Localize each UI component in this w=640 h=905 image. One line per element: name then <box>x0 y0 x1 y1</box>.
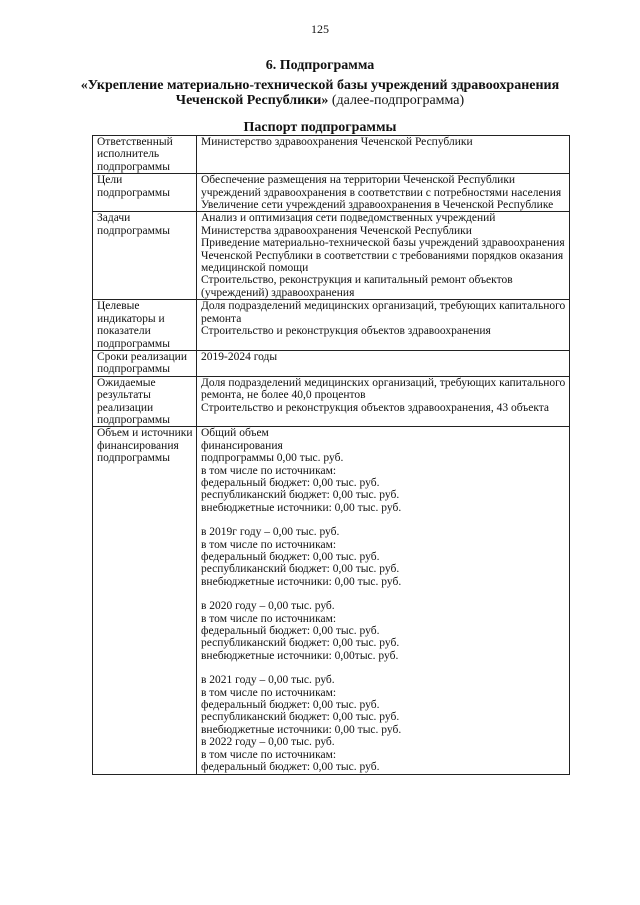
passport-row-value <box>197 136 570 174</box>
value-line: внебюджетные источники: 0,00тыс. руб. <box>201 649 399 662</box>
passport-row <box>93 427 570 774</box>
passport-row-value <box>197 212 570 300</box>
section-title: 6. Подпрограмма <box>265 58 375 73</box>
subprogram-name-line2 <box>0 93 640 108</box>
blank-line <box>201 514 566 526</box>
value-line: Министерство здравоохранения Чеченской Республики <box>201 136 473 148</box>
value-line: финансирования <box>201 439 283 452</box>
value-line: федеральный бюджет: 0,00 тыс. руб. <box>201 551 380 563</box>
value-line: республиканский бюджет: 0,00 тыс. руб. <box>201 563 400 576</box>
passport-title: Паспорт подпрограммы <box>243 120 397 135</box>
blank-line <box>201 588 566 600</box>
passport-row <box>93 350 570 376</box>
value-line: Строительство и реконструкция объектов здравоохранения <box>201 325 491 338</box>
value-line: Доля подразделений медицинских организаций, требующих капитального ремонта, не более 40,0 процентов <box>201 376 566 402</box>
passport-row-value <box>197 300 570 351</box>
value-line: Строительство и реконструкция объектов здравоохранения, 43 объекта <box>201 401 550 414</box>
value-line: Обеспечение размещения на территории Чеченской Республики учреждений здравоохранения в соответствии с потребностями населения <box>201 174 562 199</box>
passport-row <box>93 300 570 351</box>
value-line: Строительство, реконструкция и капитальный ремонт объектов (учреждений) здравоохранения <box>201 274 513 299</box>
value-line: внебюджетные источники: 0,00 тыс. руб. <box>201 723 402 736</box>
value-line: федеральный бюджет: 0,00 тыс. руб. <box>201 625 380 638</box>
passport-row-value <box>197 174 570 212</box>
value-line: федеральный бюджет: 0,00 тыс. руб. <box>201 476 380 489</box>
value-line: Увеличение сети учреждений здравоохранения в Чеченской Республике <box>201 199 554 212</box>
value-line: в 2019г году – 0,00 тыс. руб. <box>201 526 340 539</box>
passport-row-label: Сроки реализации подпрограммы <box>93 350 197 376</box>
passport-row-label: Объем и источники финансирования подпрограммы <box>93 427 197 774</box>
subprogram-name-line1: «Укрепление материально-технической базы учреждений здравоохранения <box>80 78 560 93</box>
value-line: Доля подразделений медицинских организаций, требующих капитального ремонта <box>201 300 566 325</box>
value-line: в 2022 году – 0,00 тыс. руб. <box>201 736 335 749</box>
value-line: подпрограммы 0,00 тыс. руб. <box>201 452 344 465</box>
value-line: в том числе по источникам: <box>201 612 337 625</box>
value-line: 2019-2024 годы <box>201 350 278 363</box>
value-line: республиканский бюджет: 0,00 тыс. руб. <box>201 711 400 724</box>
page-number: 125 <box>311 22 329 36</box>
value-line: в том числе по источникам: <box>201 464 337 477</box>
passport-row <box>93 174 570 212</box>
value-line: в том числе по источникам: <box>201 686 337 699</box>
passport-row <box>93 136 570 174</box>
value-line: в 2020 году – 0,00 тыс. руб. <box>201 600 335 613</box>
value-line: Приведение материально-технической базы учреждений здравоохранения Чеченской Республики в соответствии с требованиями порядков оказания медицинской помощи <box>201 237 565 275</box>
passport-row-label: Цели подпрограммы <box>93 174 197 212</box>
passport-row-label: Ожидаемые результаты реализации подпрограммы <box>93 376 197 427</box>
passport-table-body <box>93 136 570 775</box>
passport-row-label: Ответственный исполнитель подпрограммы <box>93 136 197 174</box>
subprogram-name-suffix: (далее-подпрограмма) <box>328 93 465 108</box>
value-line: федеральный бюджет: 0,00 тыс. руб. <box>201 699 380 712</box>
passport-row-label: Задачи подпрограммы <box>93 212 197 300</box>
passport-row-value <box>197 376 570 427</box>
passport-row <box>93 212 570 300</box>
value-line: внебюджетные источники: 0,00 тыс. руб. <box>201 575 402 588</box>
value-line: в 2021 году – 0,00 тыс. руб. <box>201 674 335 687</box>
value-line: Анализ и оптимизация сети подведомственных учреждений Министерства здравоохранения Чеченской Республики <box>201 212 496 237</box>
passport-table <box>92 135 570 775</box>
value-line: республиканский бюджет: 0,00 тыс. руб. <box>201 637 400 650</box>
passport-row-value <box>197 350 570 376</box>
passport-row-value <box>197 427 570 774</box>
subprogram-name-bold: Чеченской Республики» <box>175 93 329 108</box>
value-line: внебюджетные источники: 0,00 тыс. руб. <box>201 501 402 514</box>
value-line: федеральный бюджет: 0,00 тыс. руб. <box>201 761 380 774</box>
value-line: в том числе по источникам: <box>201 748 337 761</box>
passport-row <box>93 376 570 427</box>
blank-line <box>201 662 566 674</box>
passport-row-label: Целевые индикаторы и показатели подпрограммы <box>93 300 197 351</box>
value-line: республиканский бюджет: 0,00 тыс. руб. <box>201 489 400 502</box>
value-line: в том числе по источникам: <box>201 538 337 551</box>
value-line: Общий объем <box>201 427 269 440</box>
